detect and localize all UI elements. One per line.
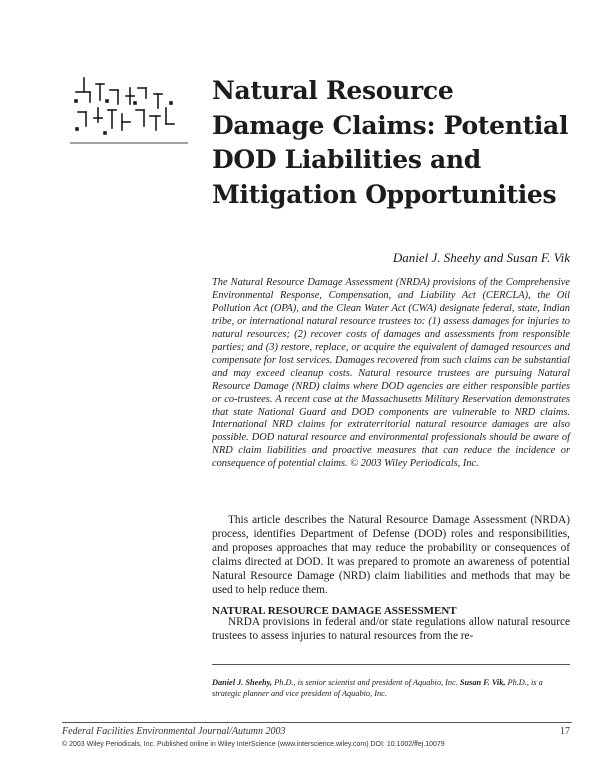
footnote-author1-name: Daniel J. Sheehy,: [212, 678, 273, 687]
footer-divider: [62, 722, 572, 723]
footnote-divider: [212, 664, 570, 665]
copyright-line: © 2003 Wiley Periodicals, Inc. Published online in Wiley InterScience (www.interscience.wiley.com) DOI: 10.1002/ffej.10079: [62, 741, 445, 748]
journal-section-logo-icon: [70, 74, 188, 144]
article-title: Natural Resource Damage Claims: Potential DOD Liabilities and Mitigation Opportunities: [212, 76, 569, 209]
journal-citation: Federal Facilities Environmental Journal/Autumn 2003: [62, 726, 286, 737]
article-authors: Daniel J. Sheehy and Susan F. Vik: [392, 250, 570, 265]
page-number: 17: [560, 726, 570, 737]
footnote-author1-desc: Ph.D., is senior scientist and president of Aquabio, Inc.: [272, 678, 460, 687]
footnote-author2-desc: Ph.D., is a strategic planner and vice president of Aquabio, Inc.: [212, 678, 543, 698]
article-abstract: The Natural Resource Damage Assessment (NRDA) provisions of the Comprehensive Environmental Response, Compensation, and Liability Act (CERCLA), the Oil Pollution Act (OPA), and the Clean Water Act (CWA) designate federal, state, Indian tribe, or international natural resource trustees to: (1) assess damages for injuries to natural resources; (2) recover costs of damages and assessments from responsible parties; and (3) restore, replace, or acquire the equivalent of damaged resources and compensate for lost services. Damages recovered from such claims can be substantial and may exceed cleanup costs. Natural resource trustees are pursuing Natural Resource Damage (NRD) claims where DOD agencies are either responsible parties or co-trustees. A recent case at the Massachusetts Military Reservation demonstrates that state National Guard and DOD components are vulnerable to NRD claims. International NRD claims for extraterritorial natural resource damages are also possible. DOD natural resource and environmental professionals should be aware of NRD claim liabilities and proactive measures that can reduce the incidence or consequence of potential claims. © 2003 Wiley Periodicals, Inc.: [212, 277, 570, 470]
intro-paragraph: This article describes the Natural Resource Damage Assessment (NRDA) process, identifies Department of Defense (DOD) roles and responsibilities, and proposes approaches that may reduce the probability or consequences of claims directed at DOD. It was prepared to promote an awareness of potential Natural Resource Damage (NRD) claim liabilities and methods that may be used to help reduce them.: [212, 514, 570, 596]
section-heading: NATURAL RESOURCE DAMAGE ASSESSMENT: [212, 605, 457, 617]
section-body-paragraph: NRDA provisions in federal and/or state regulations allow natural resource trustees to assess injuries to natural resources from the re-: [212, 616, 570, 642]
footnote-author2-name: Susan F. Vik,: [459, 678, 506, 687]
author-footnote: [212, 677, 570, 699]
